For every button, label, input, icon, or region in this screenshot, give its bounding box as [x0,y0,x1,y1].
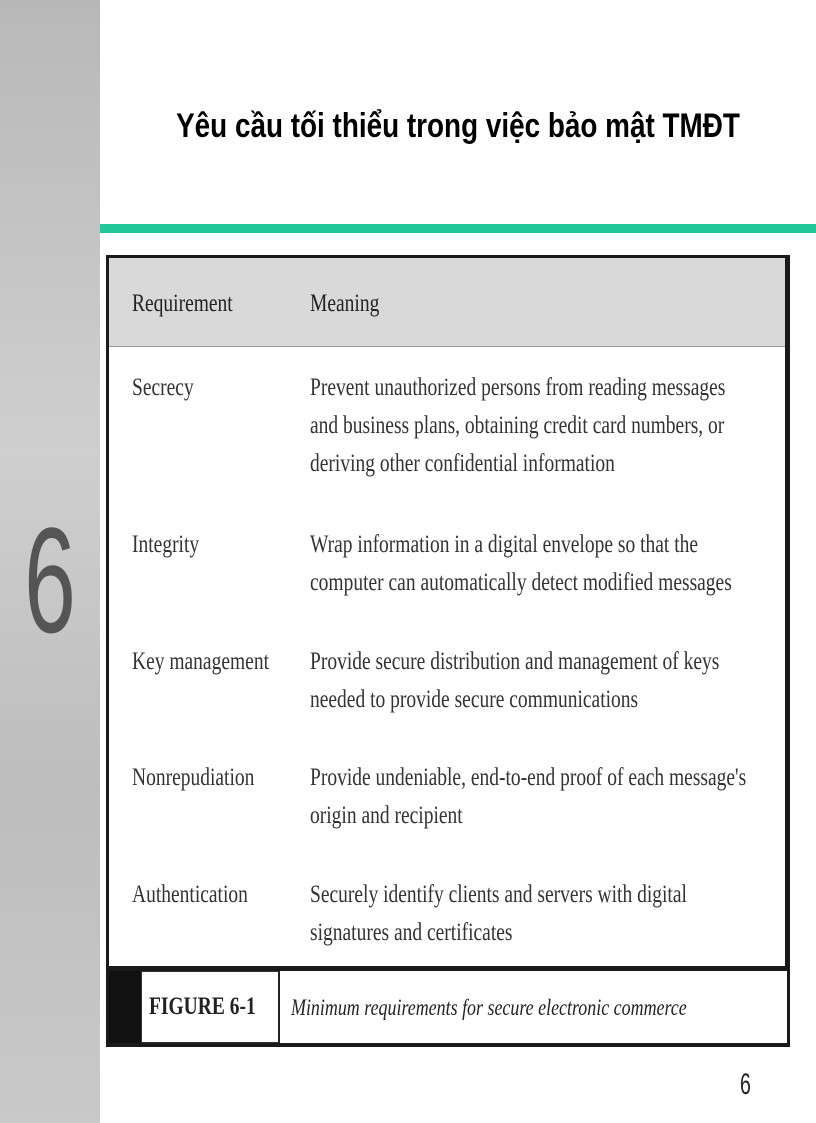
accent-divider [100,224,816,233]
requirement-cell: Integrity [132,531,200,558]
meaning-cell: Wrap information in a digital envelope so that the computer can automatically detect modified messages [310,531,732,596]
figure-caption-text: Minimum requirements for secure electronic commerce [291,995,687,1020]
meaning-cell: Securely identify clients and servers with digital signatures and certificates [310,881,687,946]
figure-label: FIGURE 6-1 [149,993,256,1020]
requirement-cell: Secrecy [132,374,194,401]
side-band [0,0,100,1123]
figure-6-1 [106,255,790,1047]
page-number: 6 [740,1068,751,1101]
meaning-cell: Provide secure distribution and management of keys needed to provide secure communications [310,648,720,713]
requirement-cell: Authentication [132,881,248,908]
header-meaning: Meaning [310,290,380,317]
slide-title: Yêu cầu tối thiểu trong việc bảo mật TMĐT [176,107,740,145]
caption-tab [109,971,141,1043]
figure-caption [109,971,787,1043]
requirements-table [109,258,785,966]
meaning-cell: Provide undeniable, end-to-end proof of each message's origin and recipient [310,764,747,829]
chapter-number: 6 [24,496,76,664]
meaning-cell: Prevent unauthorized persons from reading messages and business plans, obtaining credit card numbers, or deriving other confidential information [310,374,726,477]
table-header-row [109,258,785,347]
requirement-cell: Key management [132,648,269,675]
requirement-cell: Nonrepudiation [132,764,255,791]
header-requirement: Requirement [132,290,233,317]
